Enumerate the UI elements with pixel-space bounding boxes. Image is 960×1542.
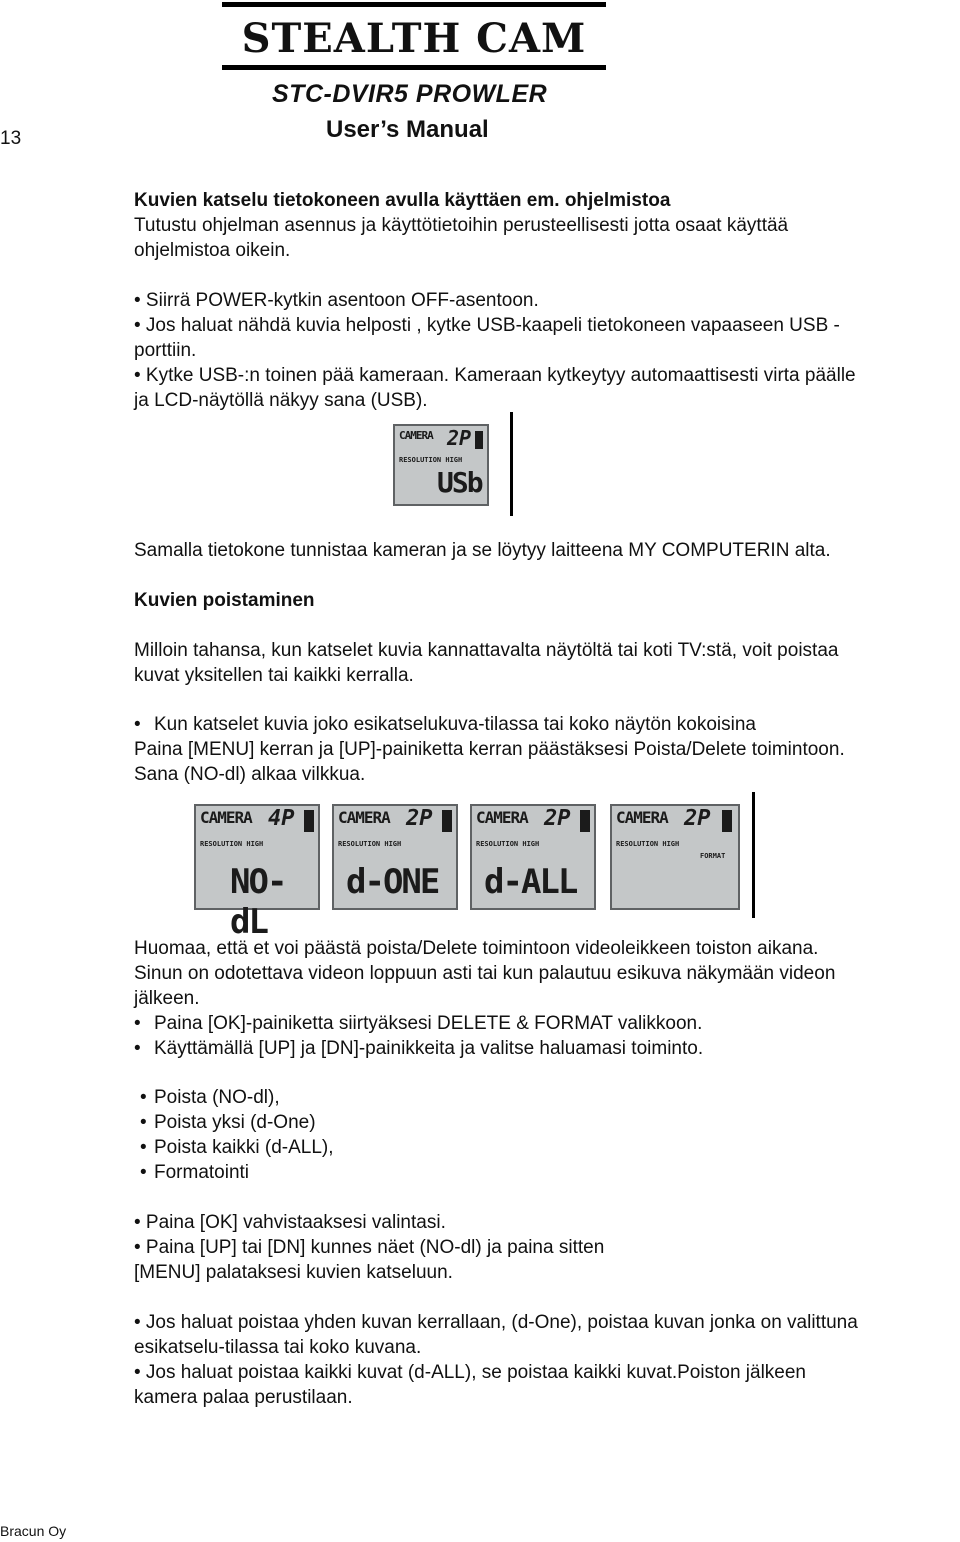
paragraph-line: Samalla tietokone tunnistaa kameran ja se löytyy laitteena MY COMPUTERIN alta. [134, 540, 831, 561]
step-line: • Paina [OK] vahvistaaksesi valintasi. [134, 1212, 446, 1233]
lcd-main-text: d-ALL [484, 862, 577, 902]
bullet-dot: • [140, 1162, 147, 1183]
option-item: Formatointi [154, 1162, 250, 1183]
bullet-dot: • [134, 714, 141, 735]
lcd-resolution-label: RESOLUTION HIGH [200, 840, 264, 848]
model-name: STC-DVIR5 PROWLER [272, 80, 548, 108]
lcd-screen-d-one [332, 804, 458, 910]
lcd-photo-count: 2P [406, 806, 433, 831]
paragraph-line: Huomaa, että et voi päästä poista/Delete toimintoon videoleikkeen toiston aikana. [134, 938, 819, 959]
battery-icon [475, 431, 483, 449]
note-line: • Jos haluat poistaa yhden kuvan kerrallaan, (d-One), poistaa kuvan jonka on valittuna [134, 1312, 858, 1333]
paragraph-line: Sinun on odotettava videon loppuun asti tai kun palautuu esikuva näkymään videon [134, 963, 836, 984]
battery-icon [722, 810, 732, 832]
lcd-screen-usb [393, 424, 489, 506]
bullet-text: Käyttämällä [UP] ja [DN]-painikkeita ja valitse haluamasi toiminto. [154, 1038, 704, 1059]
lcd-main-text: USb [437, 466, 482, 499]
step-line: • Siirrä POWER-kytkin asentoon OFF-asentoon. [134, 290, 539, 311]
note-line: • Jos haluat poistaa kaikki kuvat (d-ALL), se poistaa kaikki kuvat.Poiston jälkeen [134, 1362, 806, 1383]
bullet-dot: • [140, 1112, 147, 1133]
step-line: • Paina [UP] tai [DN] kunnes näet (NO-dl) ja paina sitten [134, 1237, 605, 1258]
lcd-main-text: d-ONE [346, 862, 439, 902]
footer-company: Bracun Oy [0, 1523, 67, 1539]
brand-name: STEALTH CAM [241, 15, 587, 62]
lcd-photo-count: 4P [268, 806, 295, 831]
divider-line [510, 412, 513, 516]
bullet-dot: • [134, 1038, 141, 1059]
section-heading-viewing: Kuvien katselu tietokoneen avulla käyttäen em. ohjelmistoa [134, 190, 671, 211]
brand-bar [222, 2, 606, 70]
step-line: • Jos haluat nähdä kuvia helposti , kytke USB-kaapeli tietokoneen vapaaseen USB - [134, 315, 840, 336]
bullet-text: Kun katselet kuvia joko esikatselukuva-tilassa tai koko näytön kokoisina [154, 714, 756, 735]
lcd-resolution-label: RESOLUTION HIGH [616, 840, 680, 848]
paragraph-line: kuvat yksitellen tai kaikki kerralla. [134, 665, 414, 686]
stealth-cam-logo [222, 2, 606, 150]
bullet-dot: • [134, 1013, 141, 1034]
paragraph-line: ohjelmistoa oikein. [134, 240, 291, 261]
lcd-camera-label: CAMERA [338, 808, 390, 827]
lcd-photo-count: 2P [544, 806, 571, 831]
section-heading-deleting: Kuvien poistaminen [134, 590, 315, 611]
lcd-screen-d-all [470, 804, 596, 910]
lcd-camera-label: CAMERA [476, 808, 528, 827]
step-line: porttiin. [134, 340, 197, 361]
lcd-camera-label: CAMERA [616, 808, 668, 827]
option-item: Poista (NO-dl), [154, 1087, 280, 1108]
manual-title: User’s Manual [326, 116, 489, 143]
paragraph-line: Sana (NO-dl) alkaa vilkkua. [134, 764, 366, 785]
note-line: esikatselu-tilassa tai koko kuvana. [134, 1337, 422, 1358]
lcd-resolution-label: RESOLUTION HIGH [476, 840, 540, 848]
lcd-photo-count: 2P [447, 426, 472, 450]
lcd-photo-count: 2P [684, 806, 711, 831]
lcd-resolution-label: RESOLUTION HIGH [338, 840, 402, 848]
paragraph-line: jälkeen. [134, 988, 200, 1009]
lcd-resolution-label: RESOLUTION HIGH [399, 456, 463, 464]
lcd-screen-format [610, 804, 740, 910]
paragraph-line: Milloin tahansa, kun katselet kuvia kannattavalta näytöltä tai koti TV:stä, voit poistaa [134, 640, 839, 661]
option-item: Poista yksi (d-One) [154, 1112, 316, 1133]
paragraph-line: Tutustu ohjelman asennus ja käyttötietoihin perusteellisesti jotta osaat käyttää [134, 215, 789, 236]
divider-line [752, 792, 755, 918]
lcd-main-text: NO-dL [230, 862, 286, 942]
bullet-dot: • [140, 1137, 147, 1158]
note-line: kamera palaa perustilaan. [134, 1387, 353, 1408]
step-line: • Kytke USB-:n toinen pää kameraan. Kameraan kytkeytyy automaattisesti virta päälle [134, 365, 856, 386]
bullet-dot: • [140, 1087, 147, 1108]
step-line: ja LCD-näytöllä näkyy sana (USB). [134, 390, 428, 411]
lcd-camera-label: CAMERA [200, 808, 252, 827]
page-number: 13 [0, 128, 22, 149]
paragraph-line: Paina [MENU] kerran ja [UP]-painiketta kerran päästäksesi Poista/Delete toimintoon. [134, 739, 845, 760]
option-item: Poista kaikki (d-ALL), [154, 1137, 334, 1158]
battery-icon [304, 810, 314, 832]
bullet-text: Paina [OK]-painiketta siirtyäksesi DELETE & FORMAT valikkoon. [154, 1013, 703, 1034]
battery-icon [442, 810, 452, 832]
lcd-screen-no-dl [194, 804, 320, 942]
step-line: [MENU] palataksesi kuvien katseluun. [134, 1262, 453, 1283]
lcd-camera-label: CAMERA [399, 429, 433, 442]
battery-icon [580, 810, 590, 832]
lcd-format-label: FORMAT [700, 852, 726, 860]
